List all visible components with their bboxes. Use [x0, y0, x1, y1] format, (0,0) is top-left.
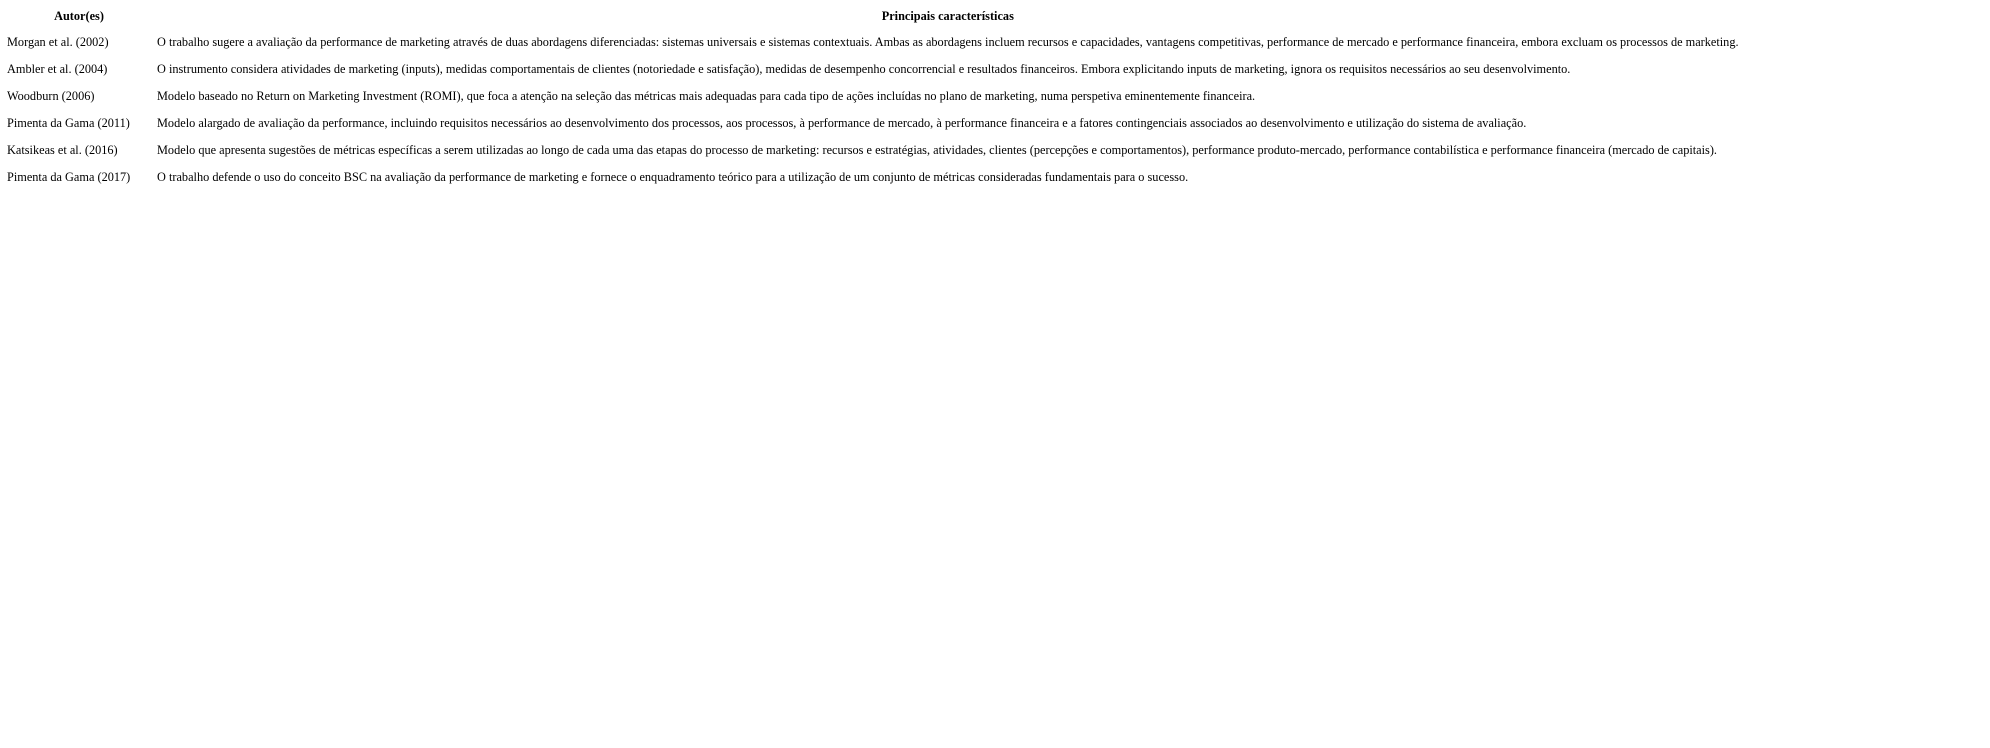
table-body: [4, 33, 1742, 195]
author-cell: Ambler et al. (2004): [7, 62, 108, 76]
table-row: [4, 60, 1742, 87]
characteristics-cell: Modelo alargado de avaliação da performance, incluindo requisitos necessários ao desenvolvimento dos processos, aos processos, à performance de mercado, à performance financeira e a fatores contingenciais associados ao desenvolvimento e utilização do sistema de avaliação.: [157, 116, 1527, 130]
header-characteristics: Principais características: [881, 9, 1014, 23]
characteristics-cell: O instrumento considera atividades de marketing (inputs), medidas comportamentais de clientes (notoriedade e satisfação), medidas de desempenho concorrencial e resultados financeiros. Embora explicitando inputs de marketing, ignora os requisitos necessários ao seu desenvolvimento.: [157, 62, 1571, 76]
author-cell: Katsikeas et al. (2016): [7, 143, 118, 157]
authors-table: [4, 6, 1742, 195]
author-cell: Pimenta da Gama (2011): [7, 116, 130, 130]
author-cell: Pimenta da Gama (2017): [7, 170, 131, 184]
header-author: Autor(es): [54, 9, 104, 23]
table-row: [4, 141, 1742, 168]
characteristics-cell: O trabalho defende o uso do conceito BSC na avaliação da performance de marketing e fornece o enquadramento teórico para a utilização de um conjunto de métricas consideradas fundamentais para o sucesso.: [157, 170, 1189, 184]
author-cell: Woodburn (2006): [7, 89, 95, 103]
table-row: [4, 87, 1742, 114]
characteristics-cell: Modelo que apresenta sugestões de métricas específicas a serem utilizadas ao longo de cada uma das etapas do processo de marketing: recursos e estratégias, atividades, clientes (percepções e comportamentos), performance produto-mercado, performance contabilística e performance financeira (mercado de capitais).: [157, 143, 1718, 157]
header-row: [4, 6, 1742, 33]
characteristics-cell: O trabalho sugere a avaliação da performance de marketing através de duas abordagens diferenciadas: sistemas universais e sistemas contextuais. Ambas as abordagens incluem recursos e capacidades, vantagens competitivas, performance de mercado e performance financeira, embora excluam os processos de marketing.: [157, 35, 1739, 49]
table-row: [4, 114, 1742, 141]
author-cell: Morgan et al. (2002): [7, 35, 109, 49]
table-row: [4, 33, 1742, 60]
table-header: [4, 6, 1742, 33]
characteristics-cell: Modelo baseado no Return on Marketing Investment (ROMI), que foca a atenção na seleção das métricas mais adequadas para cada tipo de ações incluídas no plano de marketing, numa perspetiva eminentemente financeira.: [157, 89, 1256, 103]
table-row: [4, 168, 1742, 195]
